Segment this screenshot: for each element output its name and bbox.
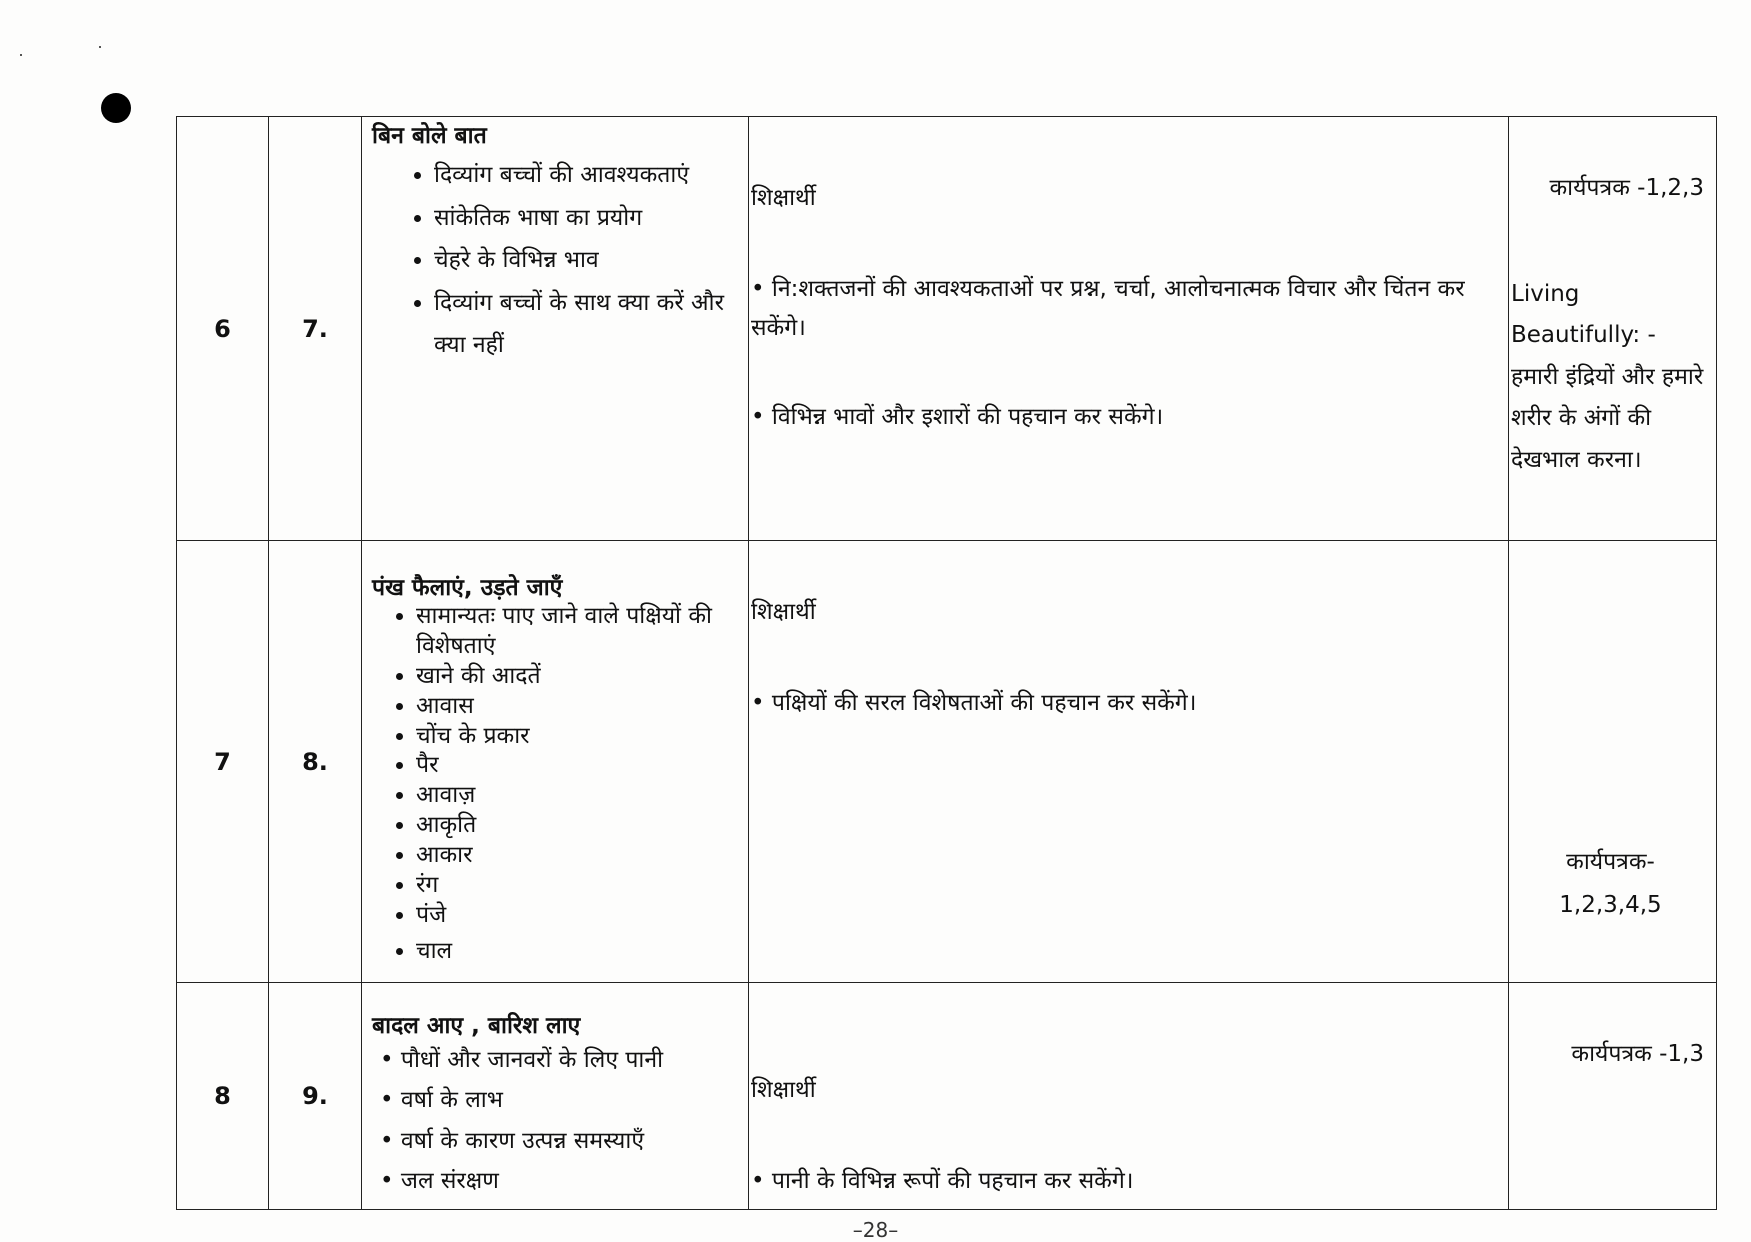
list-item: • आकृति — [416, 811, 740, 841]
outcome-item: • पानी के विभिन्न रूपों की पहचान कर सकेंगे। — [751, 1168, 1134, 1194]
list-item: • चाल — [416, 937, 740, 967]
topic-cell — [362, 541, 749, 983]
list-item: • आकार — [416, 841, 740, 871]
chapter-number: 9. — [269, 983, 362, 1210]
scan-speck — [99, 46, 101, 48]
subtopic-list — [372, 154, 740, 367]
resource-cell — [1509, 117, 1717, 541]
chapter-number: 8. — [269, 541, 362, 983]
topic-title: बादल आए , बारिश लाए — [372, 1013, 581, 1039]
learning-outcome-cell — [749, 541, 1509, 983]
resource-cell — [1509, 983, 1717, 1210]
list-item: • आवास — [416, 692, 740, 722]
outcome-heading: शिक्षार्थी — [751, 599, 816, 625]
outcome-heading: शिक्षार्थी — [751, 1077, 816, 1103]
worksheet-label: कार्यपत्रक- 1,2,3,4,5 — [1559, 848, 1662, 919]
topic-cell — [362, 117, 749, 541]
list-item: • सांकेतिक भाषा का प्रयोग — [434, 197, 740, 240]
learning-outcome-cell — [749, 117, 1509, 541]
list-item: • रंग — [416, 871, 740, 901]
table-row — [177, 541, 1717, 983]
list-item: • वर्षा के कारण उत्पन्न समस्याएँ — [380, 1127, 645, 1154]
page-number: –28– — [852, 1218, 899, 1242]
list-item: • पैर — [416, 751, 740, 781]
subtopic-list — [372, 602, 740, 967]
learning-outcome-cell — [749, 983, 1509, 1210]
outcome-heading: शिक्षार्थी — [751, 185, 816, 211]
list-item: • जल संरक्षण — [380, 1167, 499, 1194]
serial-number: 6 — [177, 117, 269, 541]
list-item: • पौधों और जानवरों के लिए पानी — [380, 1047, 664, 1073]
list-item: • दिव्यांग बच्चों की आवश्यकताएं — [434, 154, 740, 197]
outcome-item: • नि:शक्तजनों की आवश्यकताओं पर प्रश्न, चर्चा, आलोचनात्मक विचार और चिंतन कर सकेंगे। — [751, 276, 1465, 342]
resource-cell — [1509, 541, 1717, 983]
outcome-item: • पक्षियों की सरल विशेषताओं की पहचान कर सकेंगे। — [751, 690, 1197, 716]
outcome-item: • विभिन्न भावों और इशारों की पहचान कर सकेंगे। — [751, 404, 1164, 431]
list-item: • चेहरे के विभिन्न भाव — [434, 239, 740, 282]
list-item: • चोंच के प्रकार — [416, 722, 740, 752]
table-row — [177, 983, 1717, 1210]
worksheet-label: कार्यपत्रक -1,2,3 — [1549, 175, 1704, 201]
subtopic-list — [372, 1040, 740, 1201]
list-item: • वर्षा के लाभ — [380, 1087, 503, 1114]
topic-title: पंख फैलाएं, उड़ते जाएँ — [372, 575, 563, 601]
living-beautifully-note: Living Beautifully: - हमारी इंद्रियों और हमारे शरीर के अंगों की देखभाल करना। — [1511, 281, 1704, 473]
syllabus-table — [176, 116, 1717, 1210]
table-row — [177, 117, 1717, 541]
list-item: • आवाज़ — [416, 781, 740, 811]
list-item: • सामान्यतः पाए जाने वाले पक्षियों की विशेषताएं — [416, 602, 740, 662]
topic-title: बिन बोले बात — [372, 123, 487, 149]
list-item: • खाने की आदतें — [416, 662, 740, 692]
list-item: • दिव्यांग बच्चों के साथ क्या करें और क्या नहीं — [434, 282, 740, 367]
punch-hole-mark — [101, 93, 131, 123]
worksheet-label: कार्यपत्रक -1,3 — [1571, 1041, 1704, 1067]
serial-number: 8 — [177, 983, 269, 1210]
list-item: • पंजे — [416, 901, 740, 931]
serial-number: 7 — [177, 541, 269, 983]
chapter-number: 7. — [269, 117, 362, 541]
topic-cell — [362, 983, 749, 1210]
scan-speck — [20, 54, 22, 56]
